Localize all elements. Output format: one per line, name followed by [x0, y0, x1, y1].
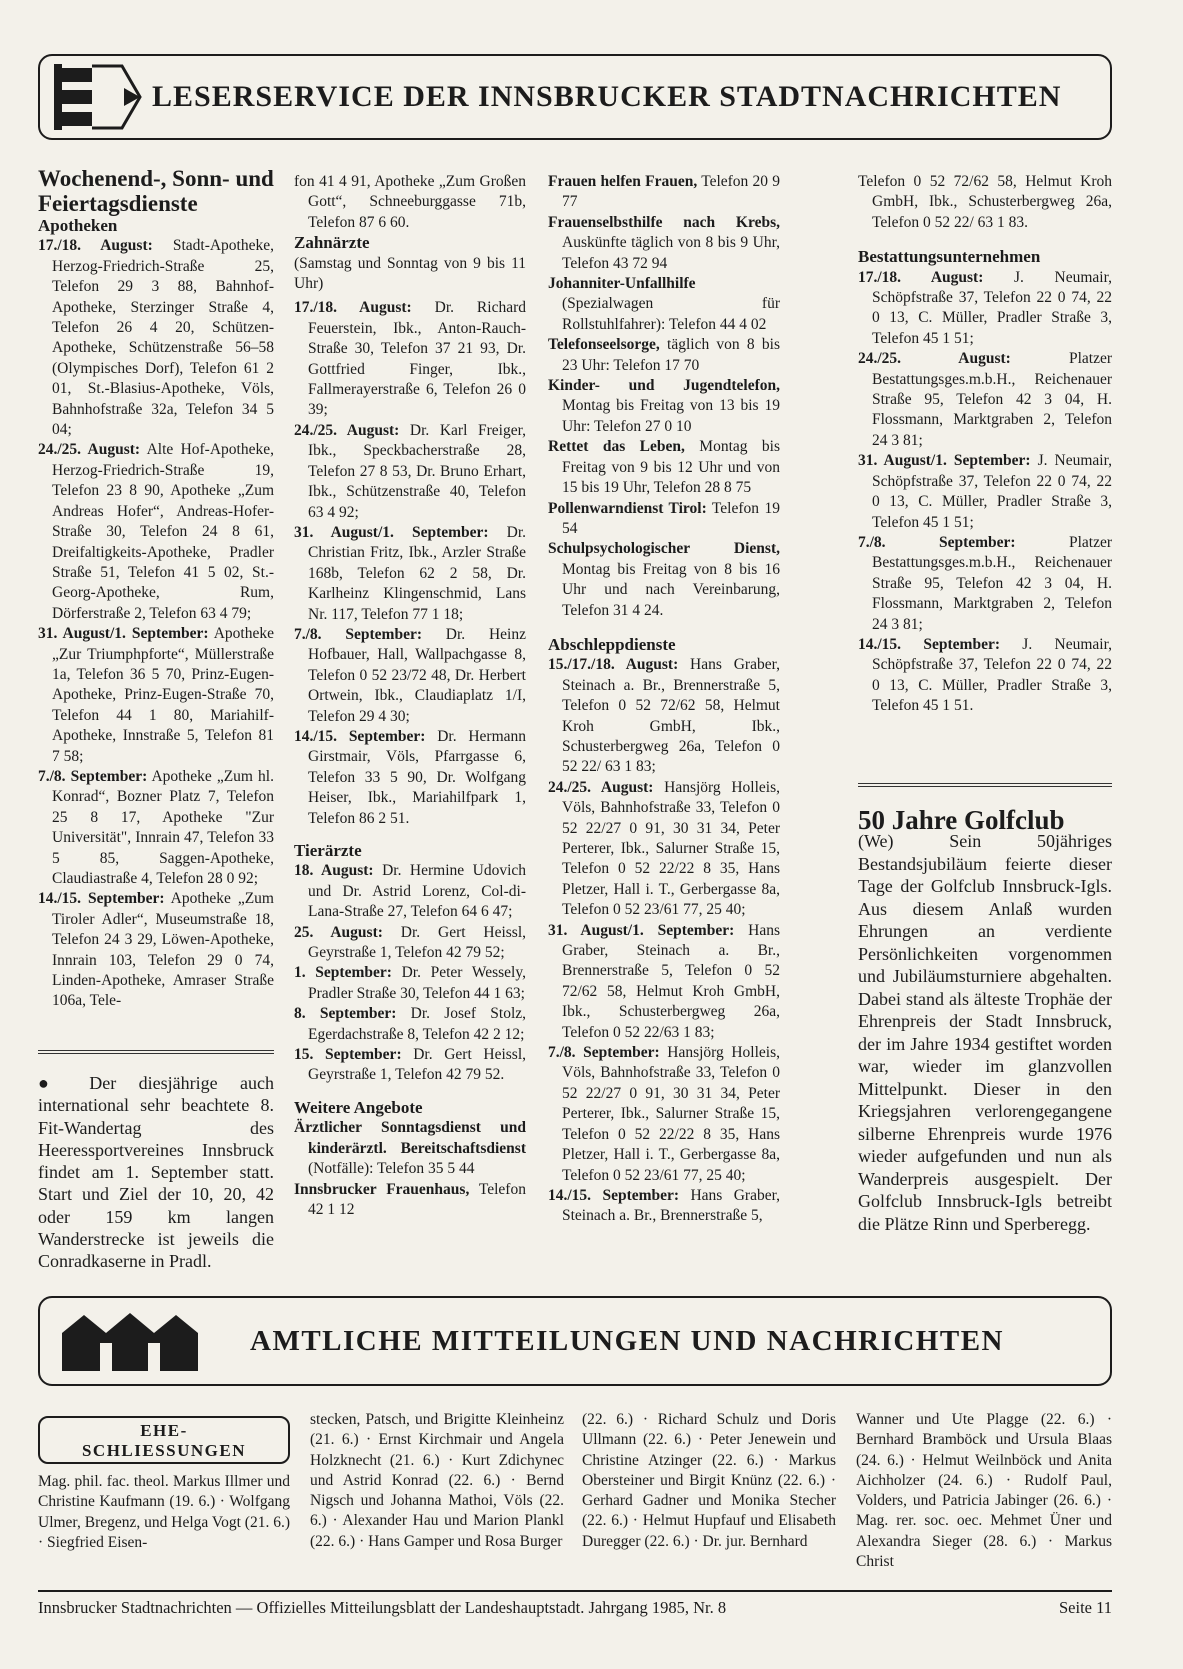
- marriages-col-2: stecken, Patsch, und Brigitte Kleinheinz (21. 6.) · Ernst Kirchmair und Angela Holzknecht (21. 6.) · Kurt Zdichynec und Astrid Konrad (22. 6.) · Bernd Nigsch und Johanna Mathoi, Völs (22. 6.) · Alexander Hau und Marion Plankl (22. 6.) · Hans Gamper und Rosa Burger: [310, 1411, 564, 1550]
- golfclub-title: 50 Jahre Golfclub: [858, 805, 1065, 835]
- amtliche-banner: [38, 1296, 1112, 1386]
- column-2: [294, 172, 526, 1220]
- list-item: 14./15. September: J. Neumair, Schöpfstraße 37, Telefon 22 0 74, 22 0 13, C. Müller, Pradler Straße 3, Telefon 45 1 51.: [858, 635, 1112, 715]
- list-item: 7./8. September: Platzer Bestattungsges.m.b.H., Reichenauer Straße 95, Telefon 42 3 04, H. Flossmann, Marktgraben 2, Telefon 24 3 81;: [858, 533, 1112, 633]
- list-item: 31. August/1. September: J. Neumair, Schöpfstraße 37, Telefon 22 0 74, 22 0 13, C. Müller, Pradler Straße 3, Telefon 45 1 51;: [858, 452, 1113, 531]
- list-item: Ärztlicher Sonntagsdienst und kinderärztl. Bereitschaftsdienst (Notfälle): Telefon 35 5 44: [294, 1119, 526, 1178]
- column-3: [548, 172, 780, 1227]
- list-item: Frauenselbsthilfe nach Krebs, Auskünfte täglich von 8 bis 9 Uhr, Telefon 43 72 94: [548, 213, 780, 272]
- page-number: Seite 11: [1058, 1598, 1112, 1617]
- list-item: 7./8. September: Hansjörg Holleis, Völs, Bahnhofstraße 33, Telefon 0 52 22/27 0 91, 30 31 34, Peter Perterer, Ibk., Salurner Straße 15, Telefon 0 52 22/22 8 35, Hans Pletzer, Hall i. T., Gerbergasse 8a, Telefon 0 52 23/61 77, 25 40;: [548, 1044, 780, 1184]
- page-footer: [38, 1590, 1112, 1618]
- list-item: Telefon 0 52 72/62 58, Helmut Kroh GmbH, Ibk., Schusterbergweg 26a, Telefon 0 52 22/ 63 1 83.: [858, 173, 1112, 231]
- list-item: Rettet das Leben, Montag bis Freitag von 9 bis 12 Uhr und von 15 bis 19 Uhr, Telefon 28 8 75: [548, 438, 780, 497]
- marriages-col-4: Wanner und Ute Plagge (22. 6.) · Bernhard Bramböck und Ursula Blaas (24. 6.) · Helmut Weilnböck und Anita Aichholzer (24. 6.) · Rudolf Paul, Volders, und Patricia Jabinger (26. 6.) · Mag. rer. soc. oec. Mehmet Üner und Alexandra Sieger (28. 6.) · Markus Christ: [856, 1411, 1112, 1571]
- marriages-col-1: Mag. phil. fac. theol. Markus Illmer und Christine Kaufmann (19. 6.) · Wolfgang Ulmer, Bregenz, und Helga Vogt (21. 6.) · Siegfried Eisen-: [38, 1473, 290, 1551]
- list-item: 17./18. August: Stadt-Apotheke, Herzog-Friedrich-Straße 25, Telefon 29 3 88, Bahnhof-Apotheke, Sterzinger Straße 4, Telefon 26 4 20, Schützen-Apotheke, Schützenstraße 56–58 (Olympisches Dorf), Telefon 61 2 01, St.-Blasius-Apotheke, Völs, Bahnhofstraße 32a, Telefon 34 5 04;: [38, 237, 274, 439]
- weekend-services-heading: Wochenend-, Sonn- und Feiertagsdienste: [38, 166, 274, 216]
- list-item: 15. September: Dr. Gert Heissl, Geyrstraße 1, Telefon 42 79 52.: [294, 1046, 527, 1084]
- list-item: 24./25. August: Alte Hof-Apotheke, Herzog-Friedrich-Straße 19, Telefon 23 8 90, Apotheke „Zum Andreas Hofer“, Andreas-Hofer-Straße 30, Telefon 24 8 61, Dreifaltigkeits-Apotheke, Pradler Straße 51, Telefon 41 5 02, St.-Georg-Apotheke, Rum, Dörferstraße 2, Telefon 63 4 79;: [38, 441, 274, 622]
- marriages-heading-line2: SCHLIESSUNGEN: [81, 1441, 247, 1460]
- banner-title: LESERSERVICE DER INNSBRUCKER STADTNACHRICHTEN: [152, 80, 1062, 113]
- funeral-heading: Bestattungsunternehmen: [858, 247, 1041, 267]
- list-item: 8. September: Dr. Josef Stolz, Egerdachstraße 8, Telefon 42 2 12;: [294, 1005, 526, 1043]
- list-item: Pollenwarndienst Tirol: Telefon 19 54: [548, 499, 780, 537]
- list-item: Kinder- und Jugendtelefon, Montag bis Freitag von 13 bis 19 Uhr: Telefon 27 0 10: [548, 377, 780, 435]
- divider: [38, 1050, 274, 1054]
- list-item: 31. August/1. September: Apotheke „Zur Triumphpforte“, Müllerstraße 1a, Telefon 36 5 70, Prinz-Eugen-Apotheke, Prinz-Eugen-Straße 70, Telefon 44 1 80, Mariahilf-Apotheke, Innstraße 5, Telefon 81 7 58;: [38, 625, 274, 765]
- list-item: fon 41 4 91, Apotheke „Zum Großen Gott“, Schneeburggasse 71b, Telefon 87 6 60.: [294, 173, 526, 231]
- fitwandertag-notice: ● Der diesjährige auch international sehr beachtete 8. Fit-Wandertag des Heeressportvereines Innsbruck findet am 1. September statt. Start und Ziel der 10, 20, 42 oder 159 km langen Wanderstrecke ist jeweils die Conradkaserne in Pradl.: [38, 1073, 274, 1272]
- dentists-intro: (Samstag und Sonntag von 9 bis 11 Uhr): [294, 254, 526, 293]
- list-item: 14./15. September: Hans Graber, Steinach a. Br., Brennerstraße 5,: [548, 1186, 781, 1225]
- list-item: 24./25. August: Hansjörg Holleis, Völs, Bahnhofstraße 33, Telefon 0 52 22/27 0 91, 30 31 34, Peter Perterer, Ibk., Salurner Straße 15, Telefon 0 52 22/22 8 35, Hans Pletzer, Hall i. T., Gerbergasse 8a, Telefon 0 52 23/61 77, 25 40;: [548, 778, 780, 919]
- bullet-icon: ●: [38, 1073, 67, 1093]
- list-item: Telefonseelsorge, täglich von 8 bis 23 Uhr: Telefon 17 70: [548, 336, 780, 374]
- pharmacies-heading: Apotheken: [38, 216, 118, 235]
- list-item: 14./15. September: Apotheke „Zum Tiroler Adler“, Museumstraße 18, Telefon 24 3 29, Löwen-Apotheke, Innrain 103, Telefon 29 0 74, Linden-Apotheke, Amraser Straße 106a, Tele-: [38, 890, 274, 1010]
- list-item: 1. September: Dr. Peter Wessely, Pradler Straße 30, Telefon 44 1 63;: [294, 964, 526, 1002]
- marriages-heading-box: [38, 1416, 290, 1464]
- list-item: 17./18. August: Dr. Richard Feuerstein, Ibk., Anton-Rauch-Straße 30, Telefon 37 21 93, Dr. Gottfried Finger, Ibk., Fallmerayerstraße 6, Telefon 26 0 39;: [294, 299, 526, 419]
- city-logo-icon: [60, 1309, 200, 1373]
- list-item: Schulpsychologischer Dienst, Montag bis Freitag von 8 bis 16 Uhr und nach Vereinbarung, Telefon 31 4 24.: [548, 540, 780, 619]
- list-item: 7./8. September: Dr. Heinz Hofbauer, Hall, Wallpachgasse 8, Telefon 0 52 23/72 48, Dr. Herbert Ortwein, Ibk., Claudiaplatz 1/I, Telefon 29 4 30;: [294, 625, 526, 725]
- list-item: Frauen helfen Frauen, Telefon 20 9 77: [548, 173, 780, 211]
- list-item: 31. August/1. September: Dr. Christian Fritz, Ibk., Arzler Straße 168b, Telefon 62 2 58, Dr. Karlheinz Klingenschmid, Lans Nr. 117, Telefon 77 1 18;: [294, 523, 526, 623]
- list-item: Innsbrucker Frauenhaus, Telefon 42 1 12: [294, 1180, 526, 1218]
- list-item: 24./25. August: Platzer Bestattungsges.m.b.H., Reichenauer Straße 95, Telefon 42 3 04, H. Flossmann, Marktgraben 2, Telefon 24 3 81;: [858, 350, 1112, 449]
- towing-heading: Abschleppdienste: [548, 634, 676, 654]
- list-item: 24./25. August: Dr. Karl Freiger, Ibk., Speckbacherstraße 28, Telefon 27 8 53, Dr. Bruno Erhart, Ibk., Schützenstraße 40, Telefon 63 4 92;: [294, 421, 526, 521]
- list-item: 14./15. September: Dr. Hermann Girstmair, Völs, Pfarrgasse 6, Telefon 33 5 90, Dr. Wolfgang Heiser, Ibk., Mariahilfpark 1, Telefon 86 2 51.: [294, 727, 527, 827]
- list-item: 25. August: Dr. Gert Heissl, Geyrstraße 1, Telefon 42 79 52;: [294, 923, 527, 962]
- amtliche-title: AMTLICHE MITTEILUNGEN UND NACHRICHTEN: [250, 1324, 1004, 1357]
- leserservice-banner: [38, 54, 1112, 140]
- golfclub-text: (We) Sein 50jähriges Bestandsjubiläum feierte dieser Tage der Golfclub Innsbruck-Igls. Aus diesem Anlaß wurden Ehrungen an verdiente Persönlichkeiten vorgenommen und Jubiläumsturniere abgehalten. Dabei stand als älteste Trophäe der Ehrenpreis der Stadt Innsbruck, der im Jahre 1934 gestiftet worden war, wieder im glanzvollen Mittelpunkt. Dieser in den Kriegsjahren verlorengegangene silberne Ehrenpreis wurde 1976 wieder aufgefunden und nun als Wanderpreis ausgespielt. Der Golfclub Innsbruck-Igls betreibt die Plätze Rinn und Sperberegg.: [858, 831, 1112, 1234]
- column-1: [38, 166, 274, 1012]
- column-4: [858, 172, 1112, 717]
- list-item: 18. August: Dr. Hermine Udovich und Dr. Astrid Lorenz, Col-di-Lana-Straße 27, Telefon 64 6 47;: [294, 862, 527, 921]
- golfclub-article: [858, 805, 1112, 1235]
- footer-publication: Innsbrucker Stadtnachrichten — Offizielles Mitteilungsblatt der Landeshauptstadt. Jahrgang 1985, Nr. 8: [38, 1598, 727, 1617]
- list-item: Johanniter-Unfallhilfe (Spezialwagen für Rollstuhlfahrer): Telefon 44 4 02: [548, 275, 780, 333]
- dentists-heading: Zahnärzte: [294, 233, 370, 253]
- marriages-col-3: (22. 6.) · Richard Schulz und Doris Ullmann (22. 6.) · Peter Jenewein und Christine Atzinger (22. 6.) · Markus Obersteiner und Birgit Knünz (22. 6.) · Gerhard Gadner und Monika Stecher (22. 6.) · Helmut Hupfauf und Elisabeth Duregger (22. 6.) · Dr. jur. Bernhard: [582, 1411, 836, 1550]
- list-item: 17./18. August: J. Neumair, Schöpfstraße 37, Telefon 22 0 74, 22 0 13, C. Müller, Pradler Straße 3, Telefon 45 1 51;: [858, 268, 1113, 347]
- marriages-heading-line1: EHE-: [140, 1421, 188, 1440]
- list-item: 31. August/1. September: Hans Graber, Steinach a. Br., Brennerstraße 5, Telefon 0 52 72/62 58, Helmut Kroh GmbH, Ibk., Schusterbergweg 26a, Telefon 0 52 22/63 1 83;: [548, 921, 781, 1041]
- other-offers-heading: Weitere Angebote: [294, 1097, 423, 1117]
- leserservice-logo-icon: [52, 62, 144, 132]
- list-item: 15./17./18. August: Hans Graber, Steinach a. Br., Brennerstraße 5, Telefon 0 52 72/62 58, Helmut Kroh GmbH, Ibk., Schusterbergweg 26a, Telefon 0 52 22/ 63 1 83;: [548, 656, 780, 776]
- divider: [858, 783, 1112, 787]
- list-item: 7./8. September: Apotheke „Zum hl. Konrad“, Bozner Platz 7, Telefon 25 8 17, Apotheke "Zur Universität", Innrain 47, Telefon 33 5 85, Saggen-Apotheke, Claudiastraße 4, Telefon 28 0 92;: [38, 767, 274, 887]
- vets-heading: Tierärzte: [294, 841, 362, 860]
